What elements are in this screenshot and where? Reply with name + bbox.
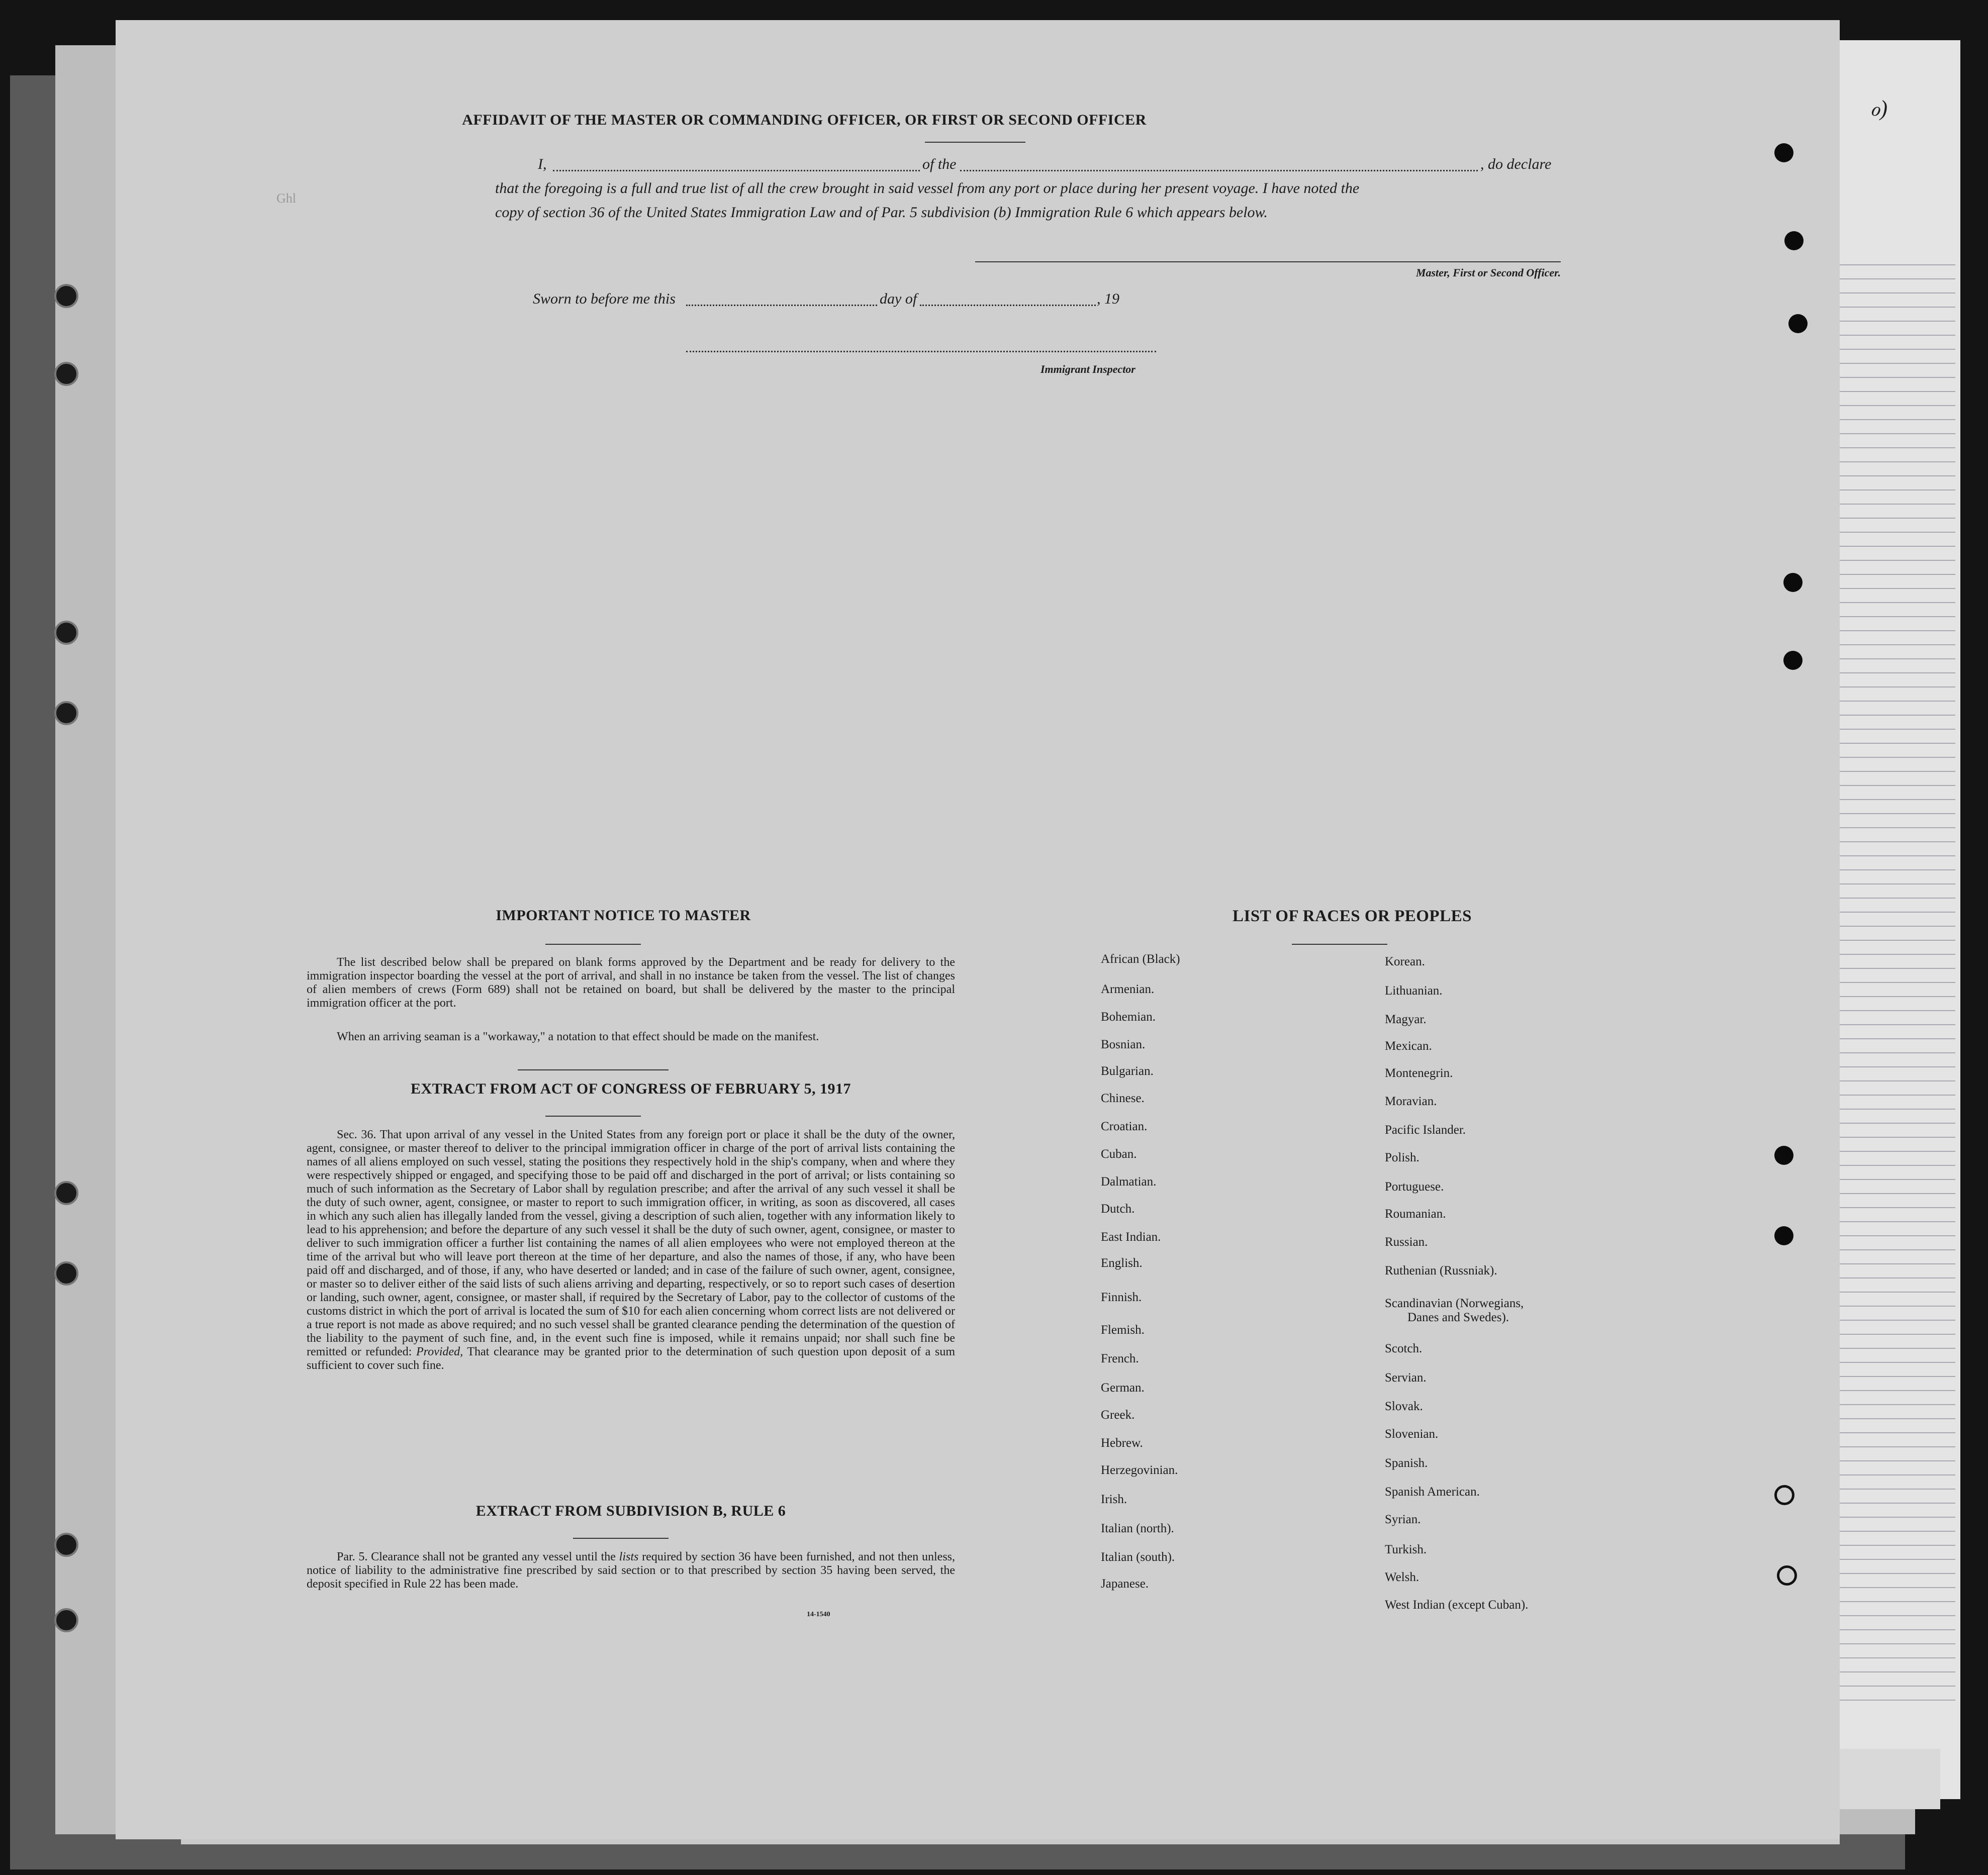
binder-hole: [54, 701, 78, 725]
day-of-label: day of: [880, 290, 917, 307]
race-item: Italian (north).: [1101, 1522, 1174, 1535]
race-item: Ruthenian (Russniak).: [1385, 1264, 1497, 1277]
ruled-lines: [1840, 251, 1955, 1709]
race-item: African (Black): [1101, 952, 1180, 966]
punch-hole-outline: [1774, 1485, 1794, 1505]
punch-hole: [1774, 143, 1793, 162]
day-blank: [686, 305, 877, 306]
race-item: Armenian.: [1101, 982, 1155, 996]
section-label: Sec. 36.: [337, 1128, 376, 1141]
race-item: Servian.: [1385, 1371, 1427, 1385]
race-item: Chinese.: [1101, 1092, 1145, 1105]
race-item: Mexican.: [1385, 1039, 1432, 1053]
race-item: Polish.: [1385, 1151, 1419, 1164]
race-item: Scotch.: [1385, 1342, 1423, 1355]
punch-hole: [1774, 1146, 1793, 1165]
race-item: Irish.: [1101, 1493, 1127, 1506]
section-36-text: [307, 1128, 955, 1372]
race-item-continuation: Danes and Swedes).: [1407, 1311, 1509, 1324]
race-item: Scandinavian (Norwegians,: [1385, 1297, 1524, 1310]
race-item: Spanish American.: [1385, 1485, 1480, 1499]
binder-hole: [54, 1533, 78, 1557]
signature-line: [975, 261, 1561, 262]
proviso-label: Provided,: [416, 1345, 463, 1358]
race-item: Korean.: [1385, 955, 1425, 968]
section-body: That upon arrival of any vessel in the United States from any foreign port or place it shall be the duty of the owner, agent, consignee, or master thereof to deliver to the principal immigration officer in charge of the port of arrival lists containing the names of all aliens employed on such vessel, stating the positions they respectively hold in the ship's company, when and where they were respectively shipped or engaged, and specifying those to be paid off and discharged in the port of arrival; or lists containing so much of such information as the Secretary of Labor shall by regulation prescribe; and after the arrival of any such vessel it shall be the duty of such owner, agent, consignee, or master to report to such immigration officer, in writing, as soon as discovered, all cases in which any such alien has illegally landed from the vessel, giving a description of such alien, together with any information likely to lead to his apprehension; and before the departure of any such vessel it shall be the duty of such owner, agent, consignee, or master to deliver to such immigration officer a further list containing the names of all alien employees who were not employed thereon at the time of the arrival but who will leave port thereon at the time of her departure, and also the names of those, if any, who have been paid off and discharged, and of those, if any, who have deserted or landed; and in case of the failure of such owner, agent, consignee, or master so to deliver either of the said lists of such aliens arriving and departing, respectively, or so to report such cases of desertion or landing, such owner, agent, consignee, or master shall, if required by the Secretary of Labor, pay to the collector of customs of the customs district in which the port of arrival is located the sum of $10 for each alien concerning whom correct lists are not delivered or a true report is not made as above required; and no such vessel shall be granted clearance pending the determination of the question of the liability to the payment of such fine, and, in the event such fine is imposed, while it remains unpaid; nor shall such fine be remitted or refunded:: [307, 1128, 955, 1358]
race-item: Dalmatian.: [1101, 1175, 1157, 1189]
race-item: Hebrew.: [1101, 1436, 1143, 1450]
race-item: Bosnian.: [1101, 1038, 1146, 1051]
binder-hole: [54, 621, 78, 645]
month-blank: [920, 305, 1096, 306]
affidavit-declare: , do declare: [1480, 156, 1552, 172]
affidavit-i-label: I,: [538, 156, 547, 172]
rule-text-a: Par. 5. Clearance shall not be granted any vessel until the: [337, 1550, 616, 1563]
divider: [545, 1116, 641, 1117]
race-item: Magyar.: [1385, 1013, 1427, 1026]
vessel-blank: [960, 170, 1478, 171]
race-item: Bohemian.: [1101, 1010, 1156, 1024]
race-item: Portuguese.: [1385, 1180, 1444, 1194]
affidavit-line3: copy of section 36 of the United States Immigration Law and of Par. 5 subdivision (b) Immigration Rule 6 which appears below.: [495, 204, 1268, 221]
race-item: French.: [1101, 1352, 1139, 1365]
rule-text: [307, 1550, 955, 1591]
race-item: Syrian.: [1385, 1513, 1421, 1526]
faint-stamp: Ghl: [276, 191, 296, 206]
race-item: Cuban.: [1101, 1147, 1137, 1161]
race-item: German.: [1101, 1381, 1145, 1395]
sworn-label: Sworn to before me this: [533, 290, 676, 307]
race-item: Turkish.: [1385, 1543, 1427, 1556]
binder-hole: [54, 284, 78, 308]
inspector-line: [686, 351, 1156, 352]
year-label: , 19: [1097, 290, 1119, 307]
race-item: Lithuanian.: [1385, 984, 1443, 998]
punch-hole: [1783, 651, 1803, 670]
notice-title: IMPORTANT NOTICE TO MASTER: [496, 907, 751, 924]
race-item: West Indian (except Cuban).: [1385, 1598, 1529, 1612]
form-number: 14-1540: [807, 1611, 830, 1618]
races-title: LIST OF RACES OR PEOPLES: [1233, 907, 1472, 925]
punch-hole: [1784, 231, 1804, 250]
corner-handwritten-mark: ℴ): [1870, 96, 1887, 121]
race-item: Japanese.: [1101, 1577, 1149, 1591]
race-item: Greek.: [1101, 1408, 1135, 1422]
race-item: Flemish.: [1101, 1323, 1145, 1337]
signature-label: Master, First or Second Officer.: [1415, 266, 1561, 279]
proviso-text: That clearance may be granted prior to the determination of such question upon deposit of a sum sufficient to cover such fine.: [307, 1345, 956, 1372]
punch-hole: [1783, 573, 1803, 592]
divider: [573, 1538, 669, 1539]
race-item: Roumanian.: [1385, 1207, 1446, 1221]
binder-hole: [54, 1261, 78, 1286]
punch-hole: [1774, 1226, 1793, 1245]
race-item: Moravian.: [1385, 1095, 1437, 1108]
affidavit-line2: that the foregoing is a full and true list of all the crew brought in said vessel from any port or place during her present voyage. I have noted the: [495, 180, 1360, 196]
binder-hole: [54, 362, 78, 386]
inspector-label: Immigrant Inspector: [1040, 363, 1135, 375]
race-item: Pacific Islander.: [1385, 1123, 1466, 1137]
notice-paragraph-1: The list described below shall be prepared on blank forms approved by the Department and be ready for delivery to the immigration inspector boarding the vessel at the port of arrival, and shall in no instance be taken from the vessel. The list of changes of alien members of crews (Form 689) shall not be retained on board, but shall be delivered by the master to the principal immigration officer at the port.: [307, 956, 955, 1010]
race-item: Bulgarian.: [1101, 1064, 1154, 1078]
race-item: Italian (south).: [1101, 1550, 1175, 1564]
race-item: East Indian.: [1101, 1230, 1161, 1244]
race-item: Slovak.: [1385, 1400, 1423, 1413]
act-title: EXTRACT FROM ACT OF CONGRESS OF FEBRUARY 5, 1917: [410, 1080, 851, 1097]
rule-text-b: required by section 36 have been furnished, and not then unless, notice of liability to the administrative fine prescribed by said section or to that prescribed by section 35 having been served, the deposit specified in Rule 22 has been made.: [307, 1550, 956, 1591]
race-item: English.: [1101, 1256, 1143, 1270]
name-blank: [553, 170, 920, 171]
race-item: Finnish.: [1101, 1291, 1142, 1304]
race-item: Herzegovinian.: [1101, 1463, 1178, 1477]
rule-lists-word: lists: [619, 1550, 639, 1563]
punch-hole: [1788, 314, 1808, 333]
affidavit-of-the-label: of the: [922, 156, 957, 172]
notice-paragraph-2: When an arriving seaman is a "workaway," a notation to that effect should be made on the manifest.: [337, 1030, 819, 1043]
race-item: Welsh.: [1385, 1570, 1419, 1584]
race-item: Dutch.: [1101, 1202, 1135, 1216]
divider: [545, 944, 641, 945]
race-item: Montenegrin.: [1385, 1066, 1453, 1080]
binder-hole: [54, 1608, 78, 1632]
binder-hole: [54, 1181, 78, 1205]
race-item: Spanish.: [1385, 1456, 1428, 1470]
punch-hole-outline: [1777, 1565, 1797, 1586]
race-item: Russian.: [1385, 1235, 1428, 1249]
race-item: Slovenian.: [1385, 1427, 1439, 1441]
form-page: [116, 20, 1887, 1839]
divider: [518, 1069, 669, 1070]
rule-title: EXTRACT FROM SUBDIVISION B, RULE 6: [476, 1503, 786, 1519]
affidavit-title: AFFIDAVIT OF THE MASTER OR COMMANDING OFFICER, OR FIRST OR SECOND OFFICER: [462, 112, 1147, 128]
race-item: Croatian.: [1101, 1120, 1148, 1133]
divider: [1292, 944, 1387, 945]
divider: [925, 142, 1025, 143]
